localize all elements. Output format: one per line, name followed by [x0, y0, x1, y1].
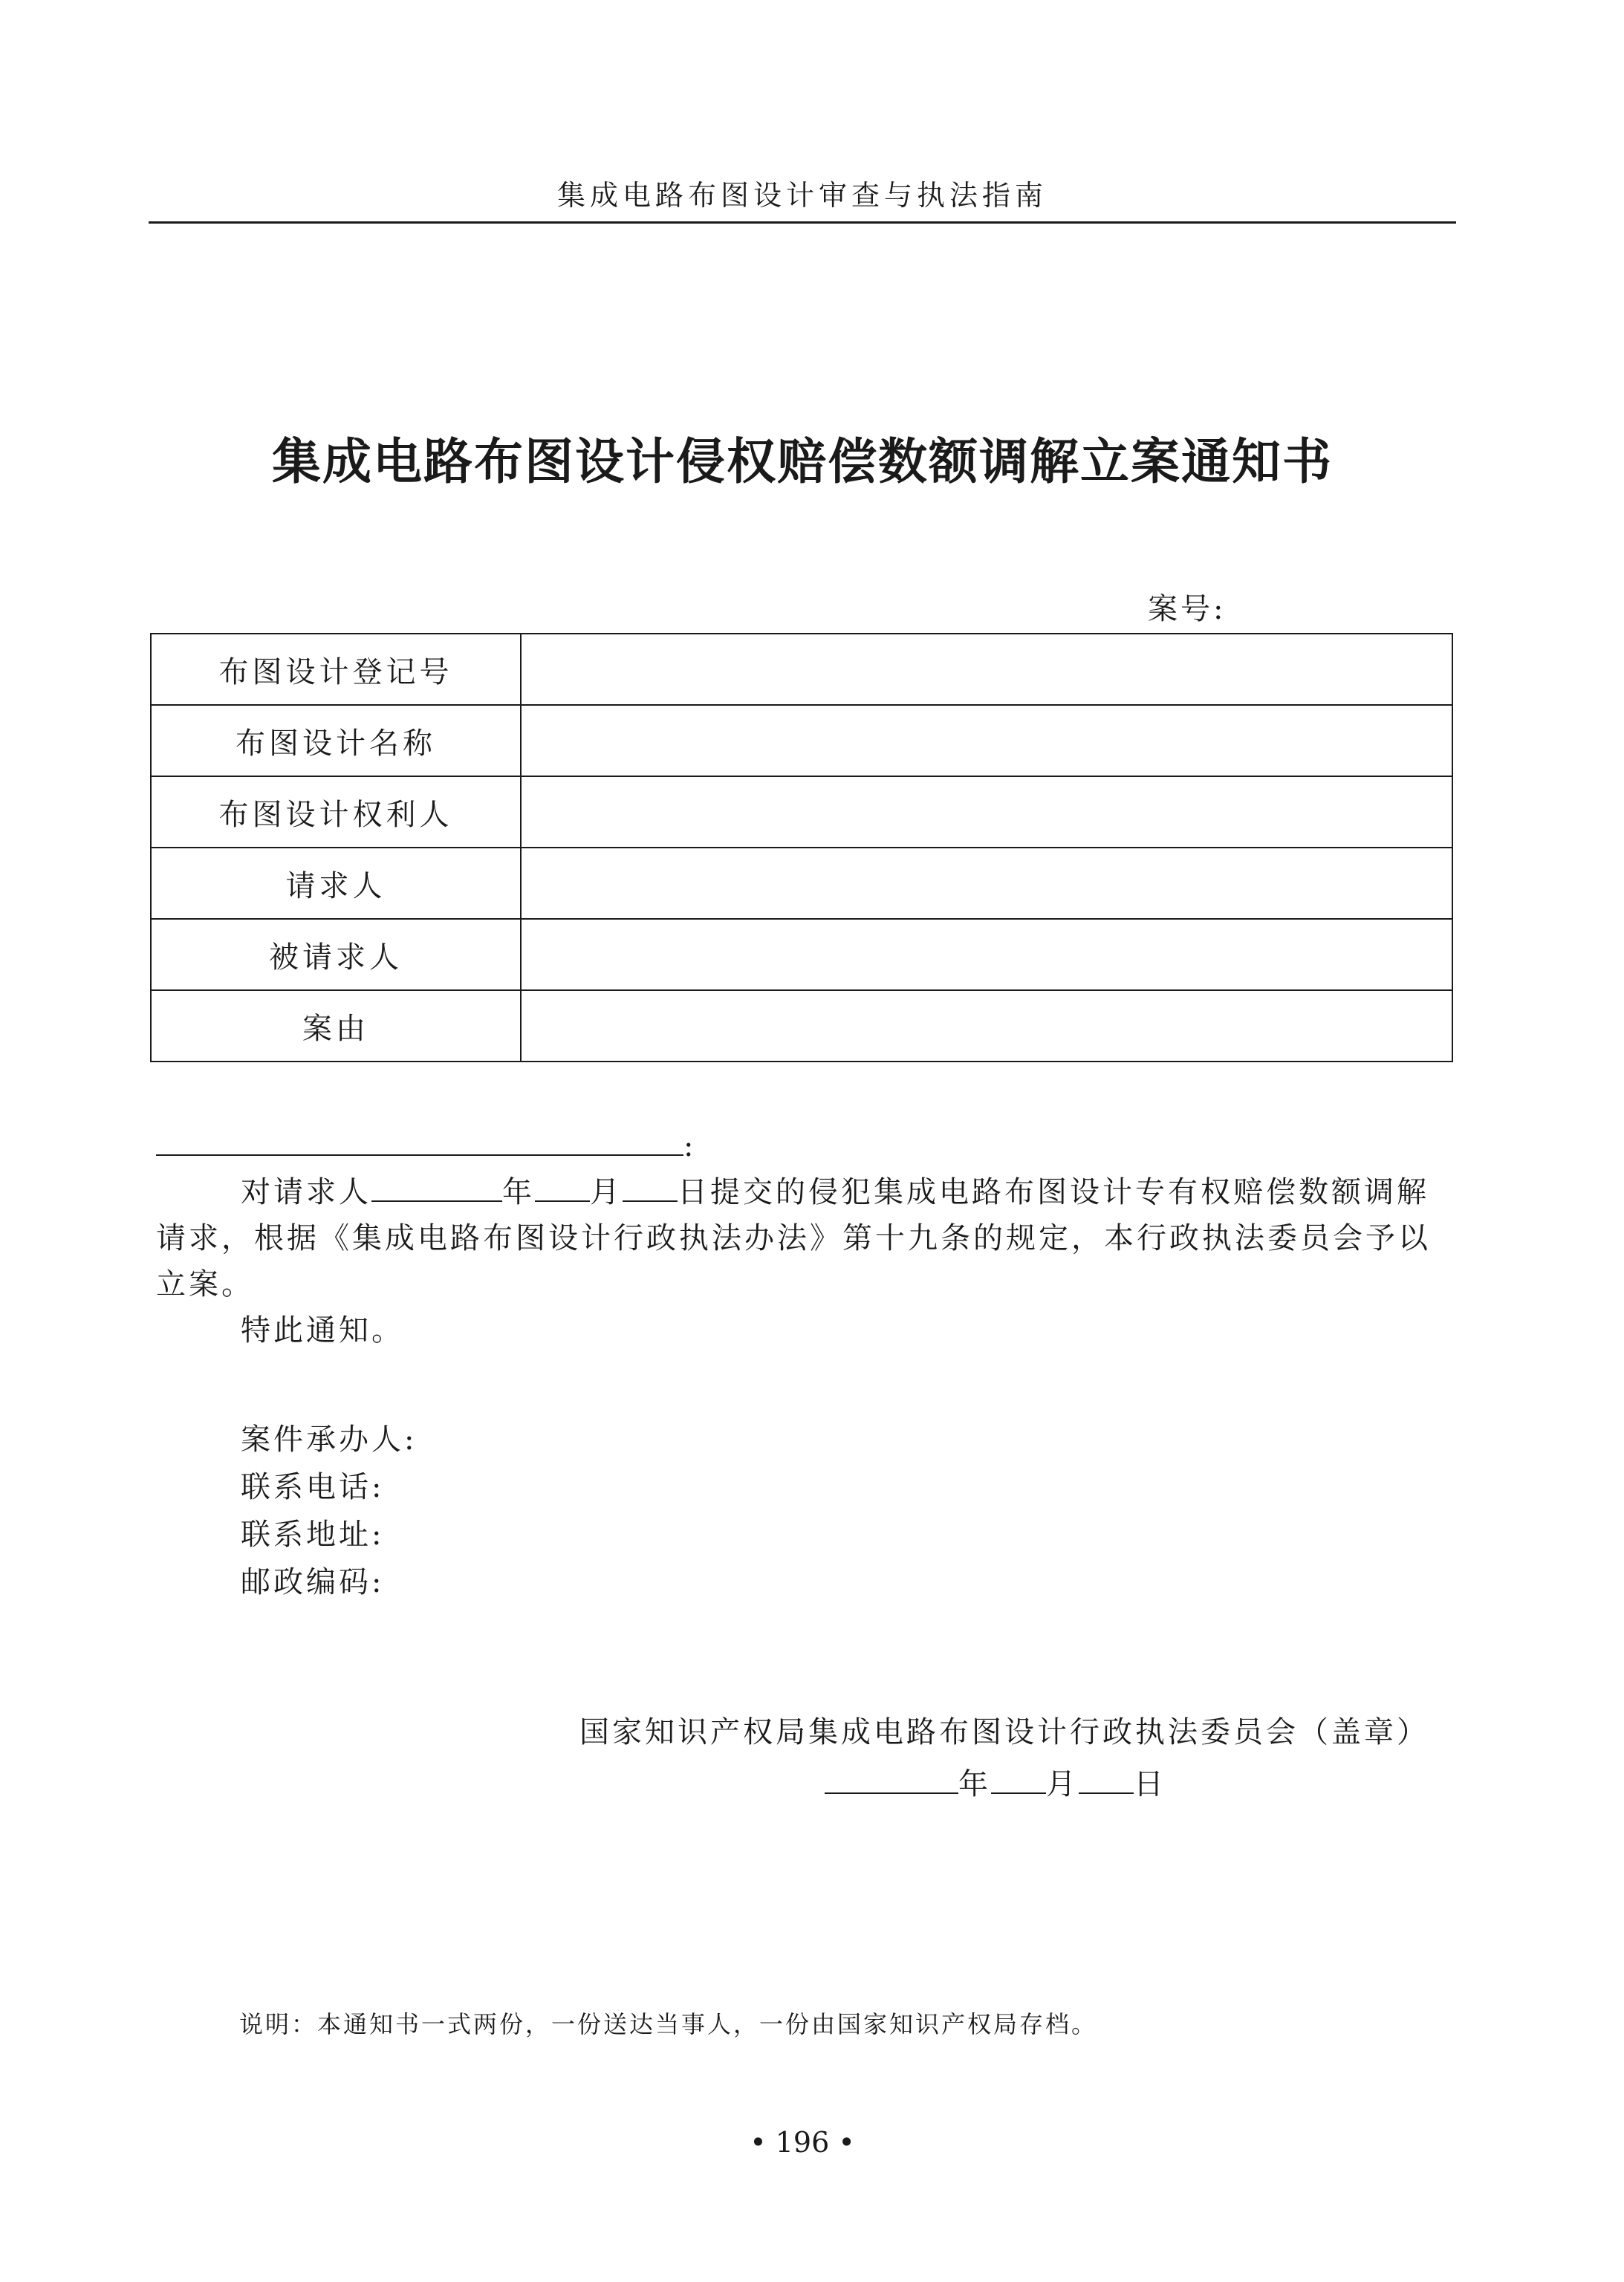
- table-row: [151, 634, 1452, 705]
- para-month: 月: [590, 1175, 623, 1209]
- row-value-case-cause[interactable]: [521, 990, 1452, 1062]
- page-number: • 196 •: [750, 2126, 855, 2159]
- para-year: 年: [502, 1175, 535, 1209]
- case-handler-label: 案件承办人:: [241, 1423, 418, 1457]
- row-value-design-name[interactable]: [521, 705, 1452, 776]
- table-row: [151, 919, 1452, 990]
- footnote: 说明：本通知书一式两份，一份送达当事人，一份由国家知识产权局存档。: [239, 2010, 1098, 2038]
- addressee-blank[interactable]: [156, 1126, 683, 1156]
- sign-day-label: 日: [1134, 1767, 1166, 1801]
- header-rule: [149, 221, 1456, 224]
- requester-name-blank[interactable]: [371, 1172, 502, 1202]
- table-row: [151, 990, 1452, 1062]
- table-row: [151, 705, 1452, 776]
- month-blank[interactable]: [535, 1172, 590, 1202]
- sign-year-label: 年: [958, 1767, 991, 1801]
- row-label-registration-number: 布图设计登记号: [151, 634, 521, 705]
- info-table: [150, 633, 1453, 1062]
- body-paragraph: [156, 1169, 1453, 1307]
- row-label-respondent: 被请求人: [151, 919, 521, 990]
- case-number-label: 案号:: [1148, 592, 1227, 626]
- addressee-line: [156, 1123, 696, 1169]
- row-value-respondent[interactable]: [521, 919, 1452, 990]
- sign-month-blank[interactable]: [991, 1764, 1046, 1794]
- address-label: 联系地址:: [241, 1518, 385, 1552]
- addressee-colon: :: [683, 1129, 697, 1163]
- sign-day-blank[interactable]: [1079, 1764, 1134, 1794]
- row-label-right-holder: 布图设计权利人: [151, 776, 521, 848]
- phone-label: 联系电话:: [241, 1470, 385, 1504]
- para-lead: 对请求人: [241, 1175, 371, 1209]
- contact-block: [241, 1416, 417, 1606]
- running-header: 集成电路布图设计审查与执法指南: [556, 179, 1048, 212]
- notice-text: 特此通知。: [241, 1313, 404, 1348]
- table-row: [151, 848, 1452, 919]
- signature-date: [825, 1761, 1166, 1803]
- sign-year-blank[interactable]: [825, 1764, 958, 1794]
- document-title: 集成电路布图设计侵权赔偿数额调解立案通知书: [272, 432, 1333, 490]
- table-row: [151, 776, 1452, 848]
- postcode-label: 邮政编码:: [241, 1565, 385, 1599]
- day-blank[interactable]: [623, 1172, 678, 1202]
- para-rest: 日提交的侵犯集成电路布图设计专有权赔偿数额调解请求，根据《集成电路布图设计行政执法办法》第十九条的规定，本行政执法委员会予以立案。: [156, 1175, 1431, 1301]
- row-value-requester[interactable]: [521, 848, 1452, 919]
- sign-month-label: 月: [1046, 1767, 1079, 1801]
- row-value-registration-number[interactable]: [521, 634, 1452, 705]
- row-label-requester: 请求人: [151, 848, 521, 919]
- row-value-right-holder[interactable]: [521, 776, 1452, 848]
- issuing-organization: 国家知识产权局集成电路布图设计行政执法委员会（盖章）: [579, 1715, 1429, 1749]
- row-label-case-cause: 案由: [151, 990, 521, 1062]
- row-label-design-name: 布图设计名称: [151, 705, 521, 776]
